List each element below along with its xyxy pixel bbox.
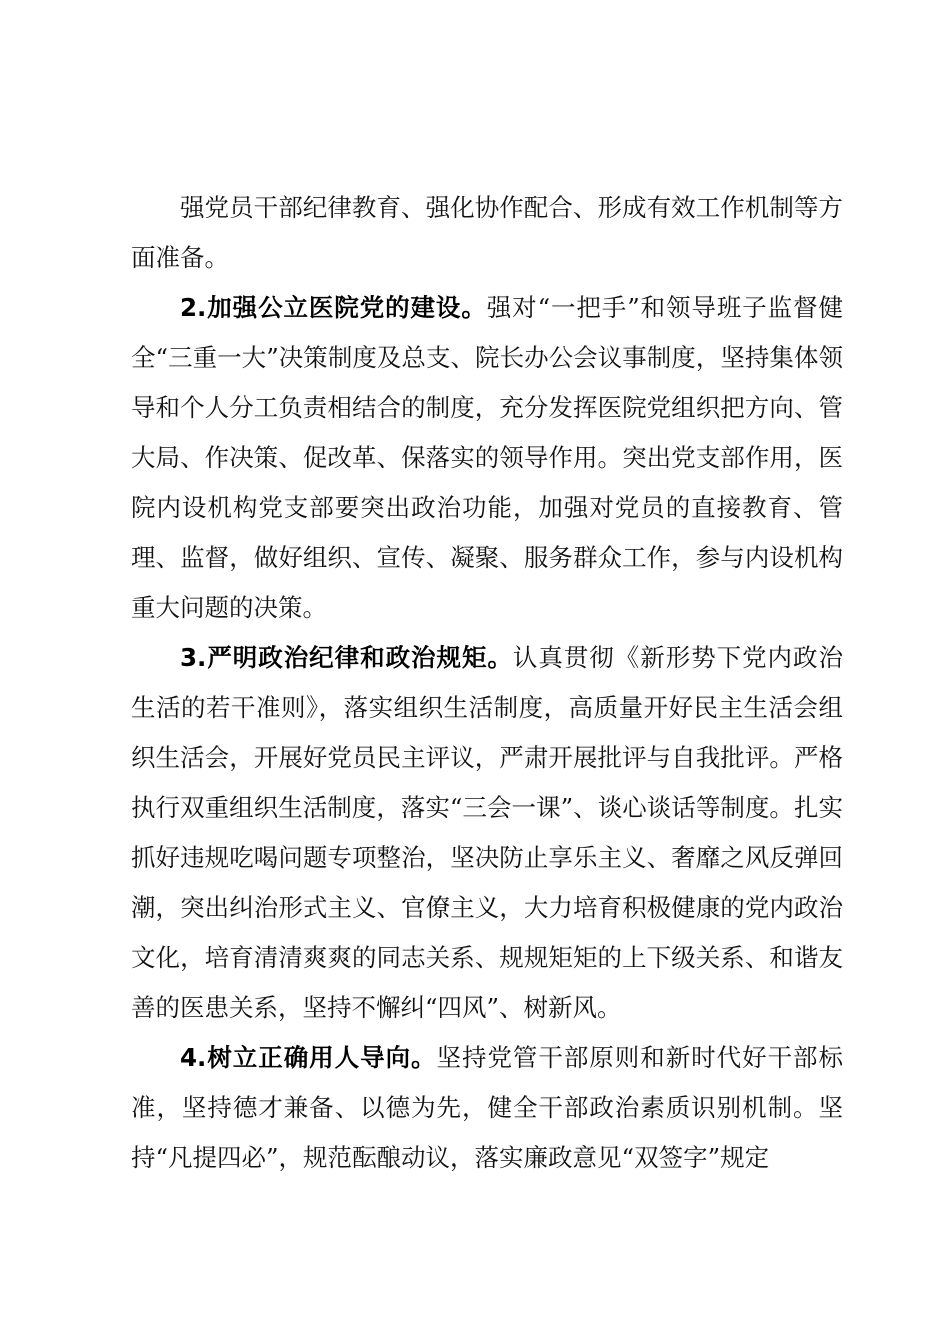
paragraph-2 [131, 283, 843, 633]
paragraph-heading: 4.树立正确用人导向。 [180, 1043, 437, 1072]
paragraph-4 [131, 1033, 843, 1183]
paragraph-heading: 2.加强公立医院党的建设。 [180, 293, 487, 322]
paragraph-3 [131, 633, 843, 1033]
paragraph-heading: 3.严明政治纪律和政治规矩。 [180, 643, 513, 672]
paragraph-body: 强党员干部纪律教育、强化协作配合、形成有效工作机制等方面准备。 [131, 193, 843, 272]
document-body [131, 183, 843, 1183]
paragraph-body: 强对“一把手”和领导班子监督健全“三重一大”决策制度及总支、院长办公会议事制度，坚持集体领导和个人分工负责相结合的制度，充分发挥医院党组织把方向、管大局、作决策、促改革、保落实的领导作用。突出党支部作用，医院内设机构党支部要突出政治功能，加强对党员的直接教育、管理、监督，做好组织、宣传、凝聚、服务群众工作，参与内设机构重大问题的决策。 [131, 293, 843, 622]
paragraph-body: 坚持党管干部原则和新时代好干部标准，坚持德才兼备、以德为先，健全干部政治素质识别机制。坚持“凡提四必”，规范酝酿动议，落实廉政意见“双签字”规定 [131, 1043, 843, 1172]
paragraph-body: 认真贯彻《新形势下党内政治生活的若干准则》，落实组织生活制度，高质量开好民主生活会组织生活会，开展好党员民主评议，严肃开展批评与自我批评。严格执行双重组织生活制度，落实“三会一课”、谈心谈话等制度。扎实抓好违规吃喝问题专项整治，坚决防止享乐主义、奢靡之风反弹回潮，突出纠治形式主义、官僚主义，大力培育积极健康的党内政治文化，培育清清爽爽的同志关系、规规矩矩的上下级关系、和谐友善的医患关系，坚持不懈纠“四风”、树新风。 [131, 643, 843, 1022]
paragraph-continued [131, 183, 843, 283]
